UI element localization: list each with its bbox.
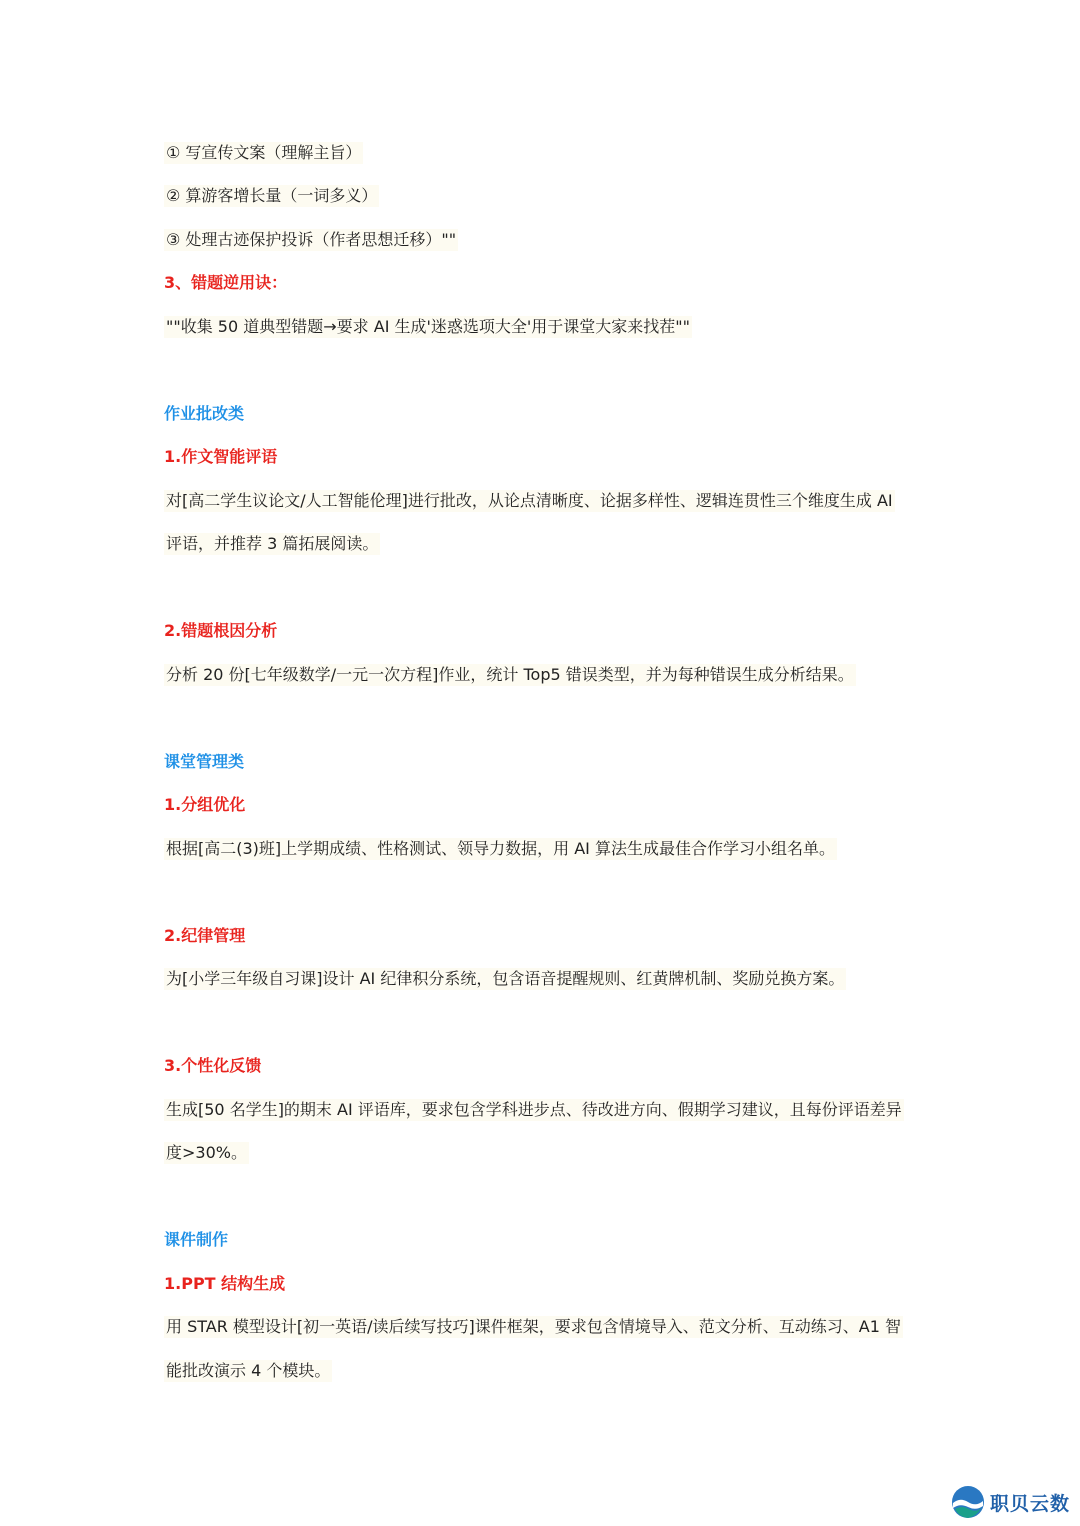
- paragraph-line: 能批改演示 4 个模块。: [166, 1361, 331, 1380]
- paragraph-line: 分析 20 份[七年级数学/一元一次方程]作业，统计 Top5 错误类型，并为每种错误生成分析结果。: [166, 665, 854, 684]
- wave-globe-icon: [950, 1484, 986, 1520]
- item-title: 2.纪律管理: [164, 926, 246, 945]
- paragraph-line: 生成[50 名学生]的期末 AI 评语库，要求包含学科进步点、待改进方向、假期学习建议，且每份评语差异: [166, 1100, 902, 1119]
- item-title: 3.个性化反馈: [164, 1056, 262, 1075]
- paragraph-line: 根据[高二(3)班]上学期成绩、性格测试、领导力数据，用 AI 算法生成最佳合作学习小组名单。: [166, 839, 835, 858]
- item-title: 2.错题根因分析: [164, 621, 278, 640]
- paragraph-line: 评语，并推荐 3 篇拓展阅读。: [166, 534, 379, 553]
- item-title: 1.作文智能评语: [164, 447, 278, 466]
- logo-text: 职贝云数: [990, 1492, 1071, 1515]
- section-heading-courseware: 课件制作: [164, 1230, 229, 1249]
- brand-logo: [950, 1482, 1070, 1522]
- error-method-title: 3、错题逆用诀：: [164, 273, 288, 292]
- item-title: 1.PPT 结构生成: [164, 1274, 286, 1293]
- paragraph-line: 度>30%。: [166, 1143, 247, 1162]
- error-method-text: ""收集 50 道典型错题→要求 AI 生成'迷惑选项大全'用于课堂大家来找茬"": [166, 317, 691, 336]
- item-title: 1.分组优化: [164, 795, 246, 814]
- section-heading-homework: 作业批改类: [164, 404, 245, 423]
- paragraph-line: 为[小学三年级自习课]设计 AI 纪律积分系统，包含语音提醒规则、红黄牌机制、奖励兑换方案。: [166, 969, 845, 988]
- list-item: ② 算游客增长量（一词多义）: [166, 186, 378, 205]
- paragraph-line: 用 STAR 模型设计[初一英语/读后续写技巧]课件框架，要求包含情境导入、范文分析、互动练习、A1 智: [166, 1317, 902, 1336]
- section-heading-classroom: 课堂管理类: [164, 752, 245, 771]
- list-item: ③ 处理古迹保护投诉（作者思想迁移）"": [166, 230, 457, 249]
- list-item: ① 写宣传文案（理解主旨）: [166, 143, 362, 162]
- paragraph-line: 对[高二学生议论文/人工智能伦理]进行批改，从论点清晰度、论据多样性、逻辑连贯性三个维度生成 AI: [166, 491, 893, 510]
